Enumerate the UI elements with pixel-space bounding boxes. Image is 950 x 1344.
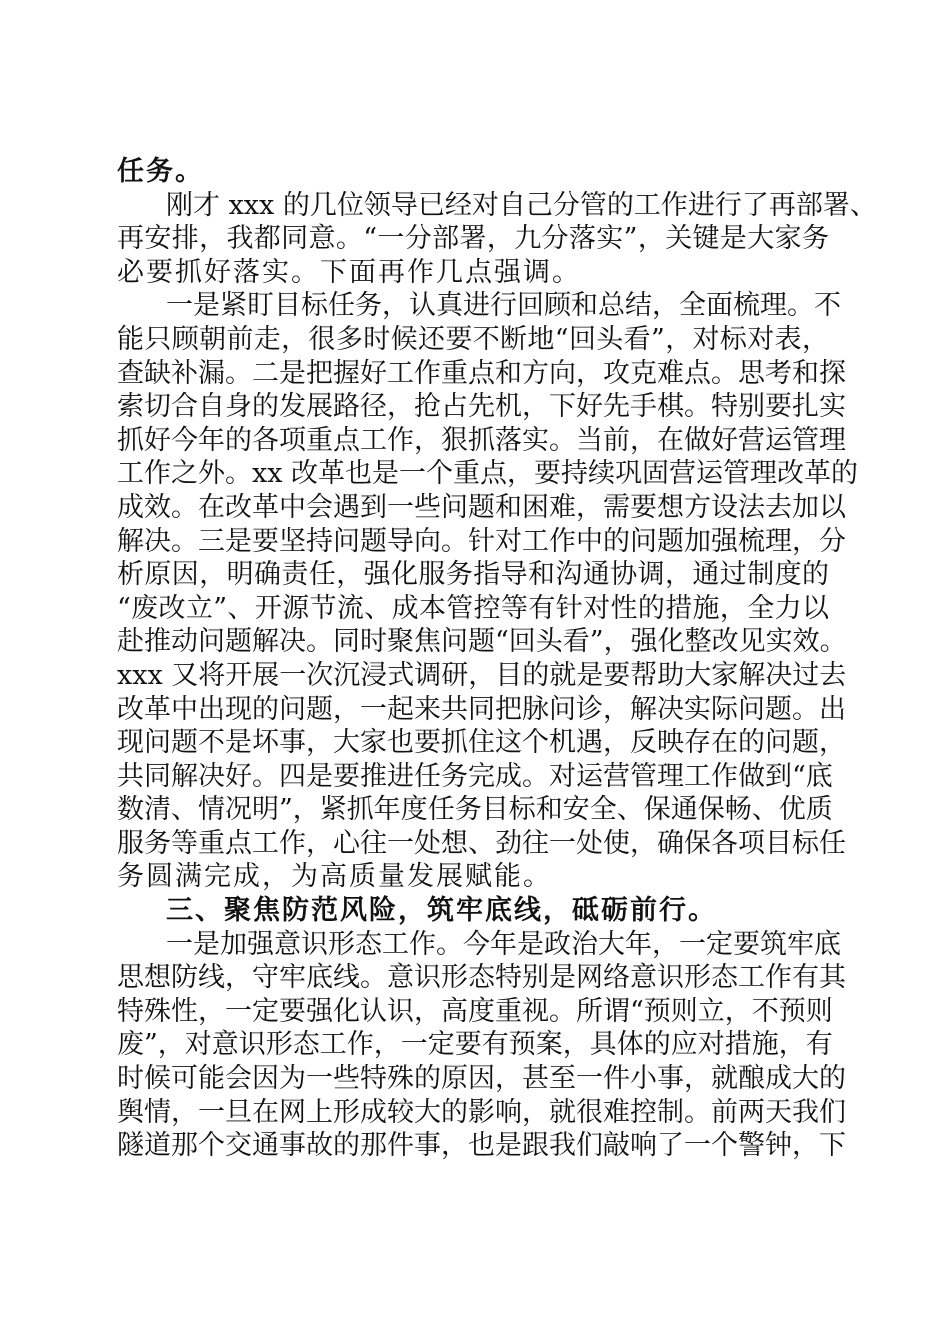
text-line: 现问题不是坏事，大家也要抓住这个机遇，反映存在的问题， [117, 727, 846, 759]
text-line: 隧道那个交通事故的那件事，也是跟我们敲响了一个警钟，下 [117, 1130, 846, 1162]
text-line: 再安排，我都同意。“一分部署，九分落实”，关键是大家务 [117, 223, 829, 255]
text-line: 成效。在改革中会遇到一些问题和困难，需要想方设法去加以 [117, 491, 846, 523]
text-line: 抓好今年的各项重点工作，狠抓落实。当前，在做好营运管理 [117, 424, 846, 456]
text-line: 特殊性，一定要强化认识，高度重视。所谓“预则立，不预则 [117, 995, 833, 1027]
text-line: 工作之外。xx 改革也是一个重点，要持续巩固营运管理改革的 [117, 458, 859, 490]
text-line: 时候可能会因为一些特殊的原因，甚至一件小事，就酿成大的 [117, 1063, 846, 1095]
text-line: 共同解决好。四是要推进任务完成。对运营管理工作做到“底 [117, 760, 833, 792]
text-line: 索切合自身的发展路径，抢占先机，下好先手棋。特别要扎实 [117, 391, 846, 423]
text-line: 数清、情况明”，紧抓年度任务目标和安全、保通保畅、优质 [117, 794, 833, 826]
text-line: 思想防线，守牢底线。意识形态特别是网络意识形态工作有其 [117, 962, 846, 994]
document-body [117, 155, 877, 1163]
text-line: 废”，对意识形态工作，一定要有预案，具体的应对措施，有 [117, 1029, 833, 1061]
text-line: 舆情，一旦在网上形成较大的影响，就很难控制。前两天我们 [117, 1096, 846, 1128]
text-line: “废改立”、开源节流、成本管控等有针对性的措施，全力以 [117, 592, 829, 624]
text-line: 析原因，明确责任，强化服务指导和沟通协调，通过制度的 [117, 559, 829, 591]
heading-line: 三、聚焦防范风险，筑牢底线，砥砺前行。 [166, 895, 717, 927]
text-line: 赴推动问题解决。同时聚焦问题“回头看”，强化整改见实效。 [117, 626, 847, 658]
text-line: 查缺补漏。二是把握好工作重点和方向，攻克难点。思考和探 [117, 357, 846, 389]
text-line: 一是加强意识形态工作。今年是政治大年，一定要筑牢底 [166, 928, 841, 960]
text-line: xxx 又将开展一次沉浸式调研，目的就是要帮助大家解决过去 [117, 659, 847, 691]
text-line: 必要抓好落实。下面再作几点强调。 [117, 256, 581, 288]
text-line: 解决。三是要坚持问题导向。针对工作中的问题加强梳理，分 [117, 525, 846, 557]
heading-line: 任务。 [117, 156, 204, 187]
text-line: 一是紧盯目标任务，认真进行回顾和总结，全面梳理。不 [166, 290, 841, 322]
text-line: 务圆满完成，为高质量发展赋能。 [117, 861, 552, 893]
text-line: 服务等重点工作，心往一处想、劲往一处使，确保各项目标任 [117, 827, 846, 859]
text-line: 能只顾朝前走，很多时候还要不断地“回头看”，对标对表， [117, 323, 829, 355]
text-line: 刚才 xxx 的几位领导已经对自己分管的工作进行了再部署、 [166, 189, 877, 221]
text-line: 改革中出现的问题，一起来共同把脉问诊，解决实际问题。出 [117, 693, 846, 725]
